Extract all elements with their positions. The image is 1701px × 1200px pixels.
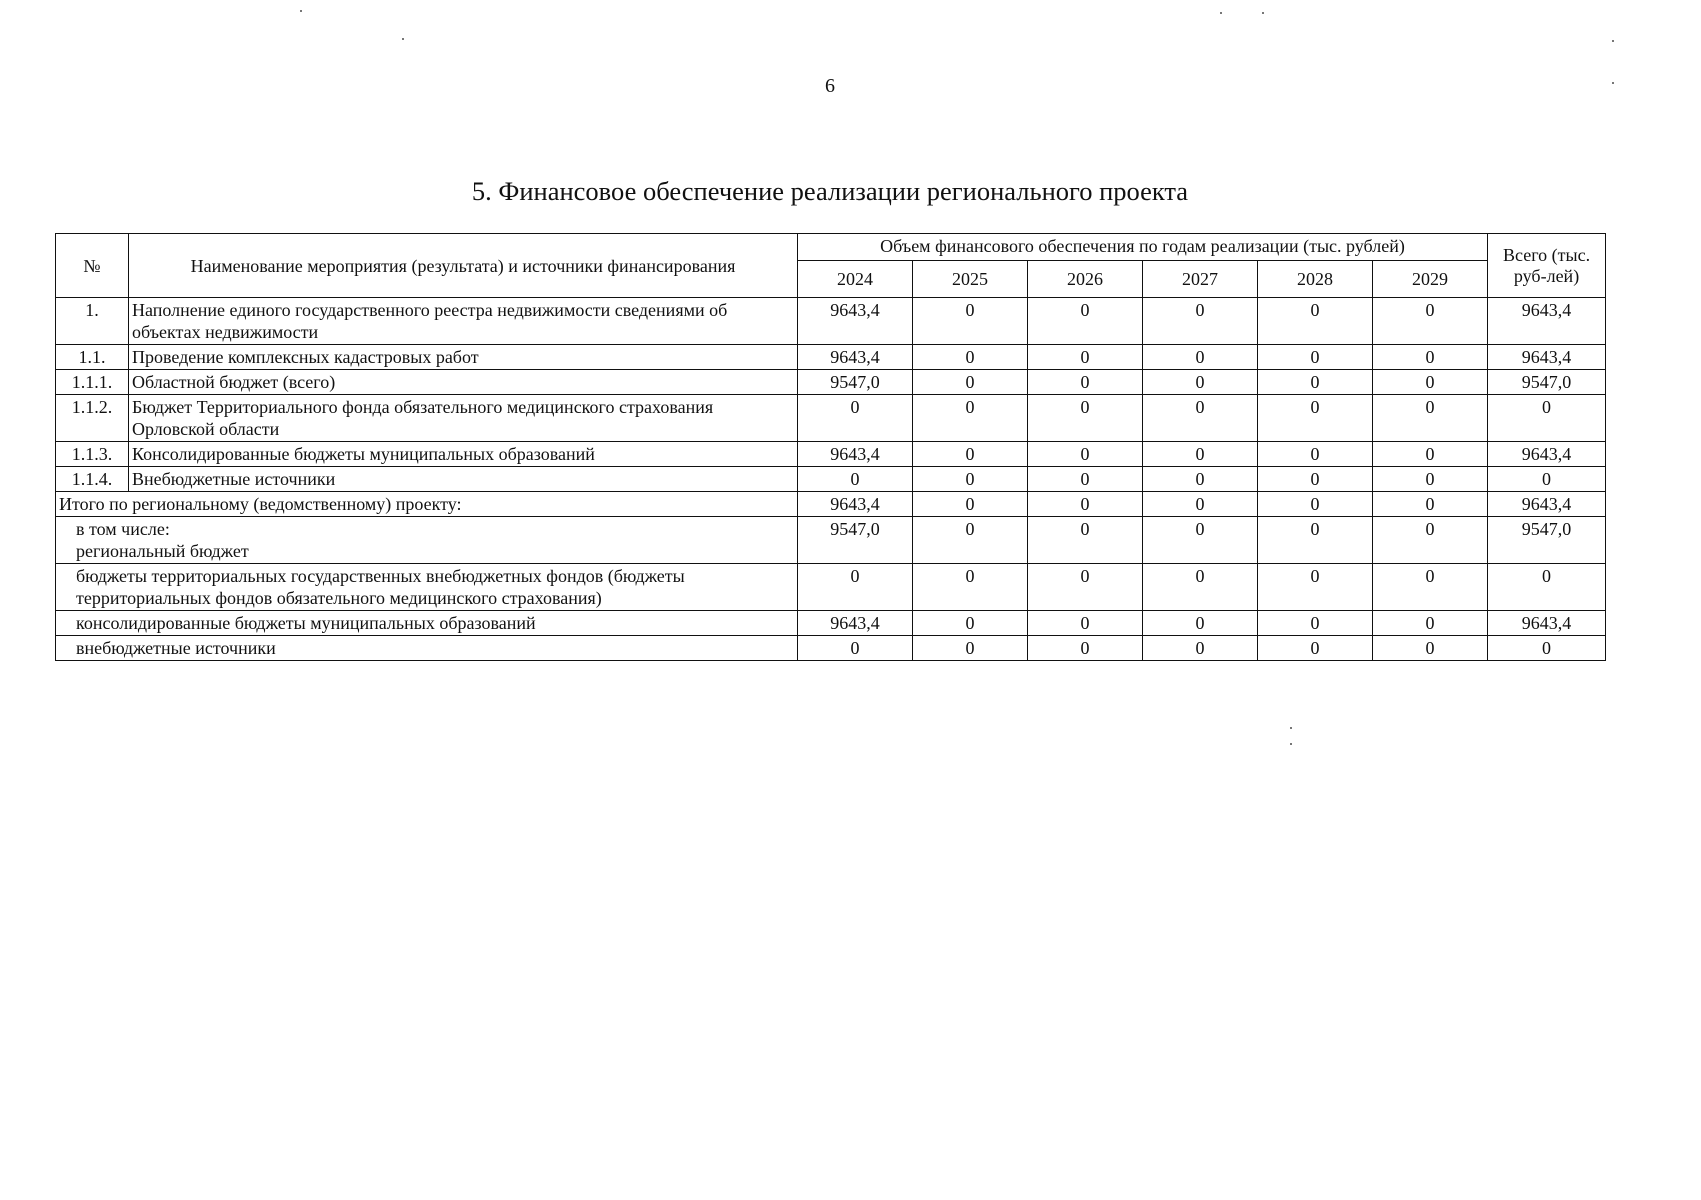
- breakdown-value: 0: [1028, 564, 1143, 611]
- row-value: 0: [1258, 370, 1373, 395]
- row-value: 0: [913, 395, 1028, 442]
- row-value: 0: [1028, 467, 1143, 492]
- row-value: 9643,4: [798, 442, 913, 467]
- breakdown-label: [56, 517, 798, 564]
- row-value: 0: [1028, 442, 1143, 467]
- row-total: 9547,0: [1488, 370, 1606, 395]
- breakdown-value: 0: [1373, 611, 1488, 636]
- table-row: [56, 298, 1606, 345]
- breakdown-value: 0: [1143, 564, 1258, 611]
- breakdown-value: 0: [1373, 564, 1488, 611]
- row-value: 0: [913, 467, 1028, 492]
- summary-value: 9643,4: [798, 492, 913, 517]
- header-year: 2027: [1143, 261, 1258, 298]
- summary-value: 0: [1258, 492, 1373, 517]
- row-value: 0: [1143, 370, 1258, 395]
- breakdown-value: 9643,4: [798, 611, 913, 636]
- breakdown-total: 9643,4: [1488, 611, 1606, 636]
- breakdown-value: 9547,0: [798, 517, 913, 564]
- breakdown-value: 0: [1143, 636, 1258, 661]
- header-year: 2024: [798, 261, 913, 298]
- breakdown-row: [56, 517, 1606, 564]
- row-value: 0: [1143, 298, 1258, 345]
- breakdown-row: [56, 636, 1606, 661]
- row-name: Наполнение единого государственного реестра недвижимости сведениями об объектах недвижимости: [129, 298, 798, 345]
- breakdown-value: 0: [1373, 517, 1488, 564]
- breakdown-total: 0: [1488, 564, 1606, 611]
- breakdown-value: 0: [913, 611, 1028, 636]
- header-years-group: Объем финансового обеспечения по годам реализации (тыс. рублей): [798, 234, 1488, 261]
- breakdown-value: 0: [1258, 636, 1373, 661]
- row-value: 0: [1143, 345, 1258, 370]
- scan-speck: [1612, 82, 1614, 84]
- row-number: 1.1.4.: [56, 467, 129, 492]
- breakdown-label: бюджеты территориальных государственных внебюджетных фондов (бюджеты территориальных фондов обязательного медицинского страхования): [56, 564, 798, 611]
- breakdown-value: 0: [1028, 611, 1143, 636]
- row-value: 9643,4: [798, 298, 913, 345]
- row-name: Бюджет Территориального фонда обязательного медицинского страхования Орловской области: [129, 395, 798, 442]
- row-value: 0: [1258, 442, 1373, 467]
- row-value: 0: [1028, 395, 1143, 442]
- row-value: 0: [913, 370, 1028, 395]
- row-number: 1.: [56, 298, 129, 345]
- row-value: 0: [1373, 467, 1488, 492]
- row-name: Проведение комплексных кадастровых работ: [129, 345, 798, 370]
- header-year: 2026: [1028, 261, 1143, 298]
- row-number: 1.1.3.: [56, 442, 129, 467]
- scan-speck: [1290, 743, 1292, 745]
- row-name: Областной бюджет (всего): [129, 370, 798, 395]
- section-title: 5. Финансовое обеспечение реализации регионального проекта: [471, 176, 1189, 206]
- row-value: 0: [1373, 442, 1488, 467]
- row-value: 0: [1373, 345, 1488, 370]
- row-value: 0: [1258, 467, 1373, 492]
- row-number: 1.1.1.: [56, 370, 129, 395]
- breakdown-value: 0: [1028, 517, 1143, 564]
- breakdown-total: 0: [1488, 636, 1606, 661]
- summary-label: Итого по региональному (ведомственному) проекту:: [56, 492, 798, 517]
- scan-speck: [1290, 727, 1292, 729]
- header-row-1: [56, 234, 1606, 261]
- breakdown-row: [56, 611, 1606, 636]
- breakdown-row: [56, 564, 1606, 611]
- financing-table: [55, 233, 1606, 661]
- breakdown-label-line: региональный бюджет: [76, 541, 249, 561]
- row-name: Консолидированные бюджеты муниципальных образований: [129, 442, 798, 467]
- header-year: 2028: [1258, 261, 1373, 298]
- row-number: 1.1.: [56, 345, 129, 370]
- table-row: [56, 442, 1606, 467]
- header-year: 2025: [913, 261, 1028, 298]
- row-value: 0: [798, 395, 913, 442]
- breakdown-value: 0: [1143, 611, 1258, 636]
- table-row: [56, 395, 1606, 442]
- row-value: 0: [1258, 345, 1373, 370]
- table-row: [56, 345, 1606, 370]
- row-value: 0: [1143, 467, 1258, 492]
- scan-speck: [1262, 12, 1264, 14]
- row-total: 9643,4: [1488, 345, 1606, 370]
- breakdown-value: 0: [798, 564, 913, 611]
- header-total: Всего (тыс. руб-лей): [1488, 234, 1606, 298]
- breakdown-value: 0: [1143, 517, 1258, 564]
- row-value: 0: [1373, 395, 1488, 442]
- scan-speck: [300, 10, 302, 12]
- table-row: [56, 467, 1606, 492]
- row-value: 0: [1258, 395, 1373, 442]
- breakdown-value: 0: [913, 517, 1028, 564]
- row-value: 0: [1028, 298, 1143, 345]
- breakdown-label: консолидированные бюджеты муниципальных образований: [56, 611, 798, 636]
- breakdown-total: 9547,0: [1488, 517, 1606, 564]
- row-total: 0: [1488, 467, 1606, 492]
- breakdown-value: 0: [1373, 636, 1488, 661]
- summary-value: 0: [1143, 492, 1258, 517]
- row-value: 0: [913, 345, 1028, 370]
- row-value: 0: [1258, 298, 1373, 345]
- row-value: 0: [1028, 345, 1143, 370]
- row-number: 1.1.2.: [56, 395, 129, 442]
- summary-total: 9643,4: [1488, 492, 1606, 517]
- row-total: 9643,4: [1488, 298, 1606, 345]
- row-value: 0: [1028, 370, 1143, 395]
- row-total: 9643,4: [1488, 442, 1606, 467]
- page-number: 6: [825, 75, 835, 97]
- row-value: 0: [913, 298, 1028, 345]
- breakdown-value: 0: [913, 636, 1028, 661]
- row-value: 0: [1373, 298, 1488, 345]
- breakdown-value: 0: [798, 636, 913, 661]
- header-num: №: [56, 234, 129, 298]
- breakdown-value: 0: [1028, 636, 1143, 661]
- row-value: 9643,4: [798, 345, 913, 370]
- header-name: Наименование мероприятия (результата) и источники финансирования: [129, 234, 798, 298]
- row-value: 9547,0: [798, 370, 913, 395]
- scan-speck: [1612, 40, 1614, 42]
- row-value: 0: [798, 467, 913, 492]
- row-total: 0: [1488, 395, 1606, 442]
- summary-row: [56, 492, 1606, 517]
- breakdown-label-line: в том числе:: [76, 519, 170, 539]
- breakdown-value: 0: [1258, 611, 1373, 636]
- summary-value: 0: [1028, 492, 1143, 517]
- breakdown-label: внебюджетные источники: [56, 636, 798, 661]
- breakdown-value: 0: [913, 564, 1028, 611]
- scan-speck: [402, 38, 404, 40]
- summary-value: 0: [1373, 492, 1488, 517]
- breakdown-value: 0: [1258, 517, 1373, 564]
- row-value: 0: [913, 442, 1028, 467]
- scan-speck: [1220, 12, 1222, 14]
- row-value: 0: [1143, 442, 1258, 467]
- row-value: 0: [1373, 370, 1488, 395]
- header-year: 2029: [1373, 261, 1488, 298]
- row-value: 0: [1143, 395, 1258, 442]
- breakdown-value: 0: [1258, 564, 1373, 611]
- summary-value: 0: [913, 492, 1028, 517]
- table-row: [56, 370, 1606, 395]
- row-name: Внебюджетные источники: [129, 467, 798, 492]
